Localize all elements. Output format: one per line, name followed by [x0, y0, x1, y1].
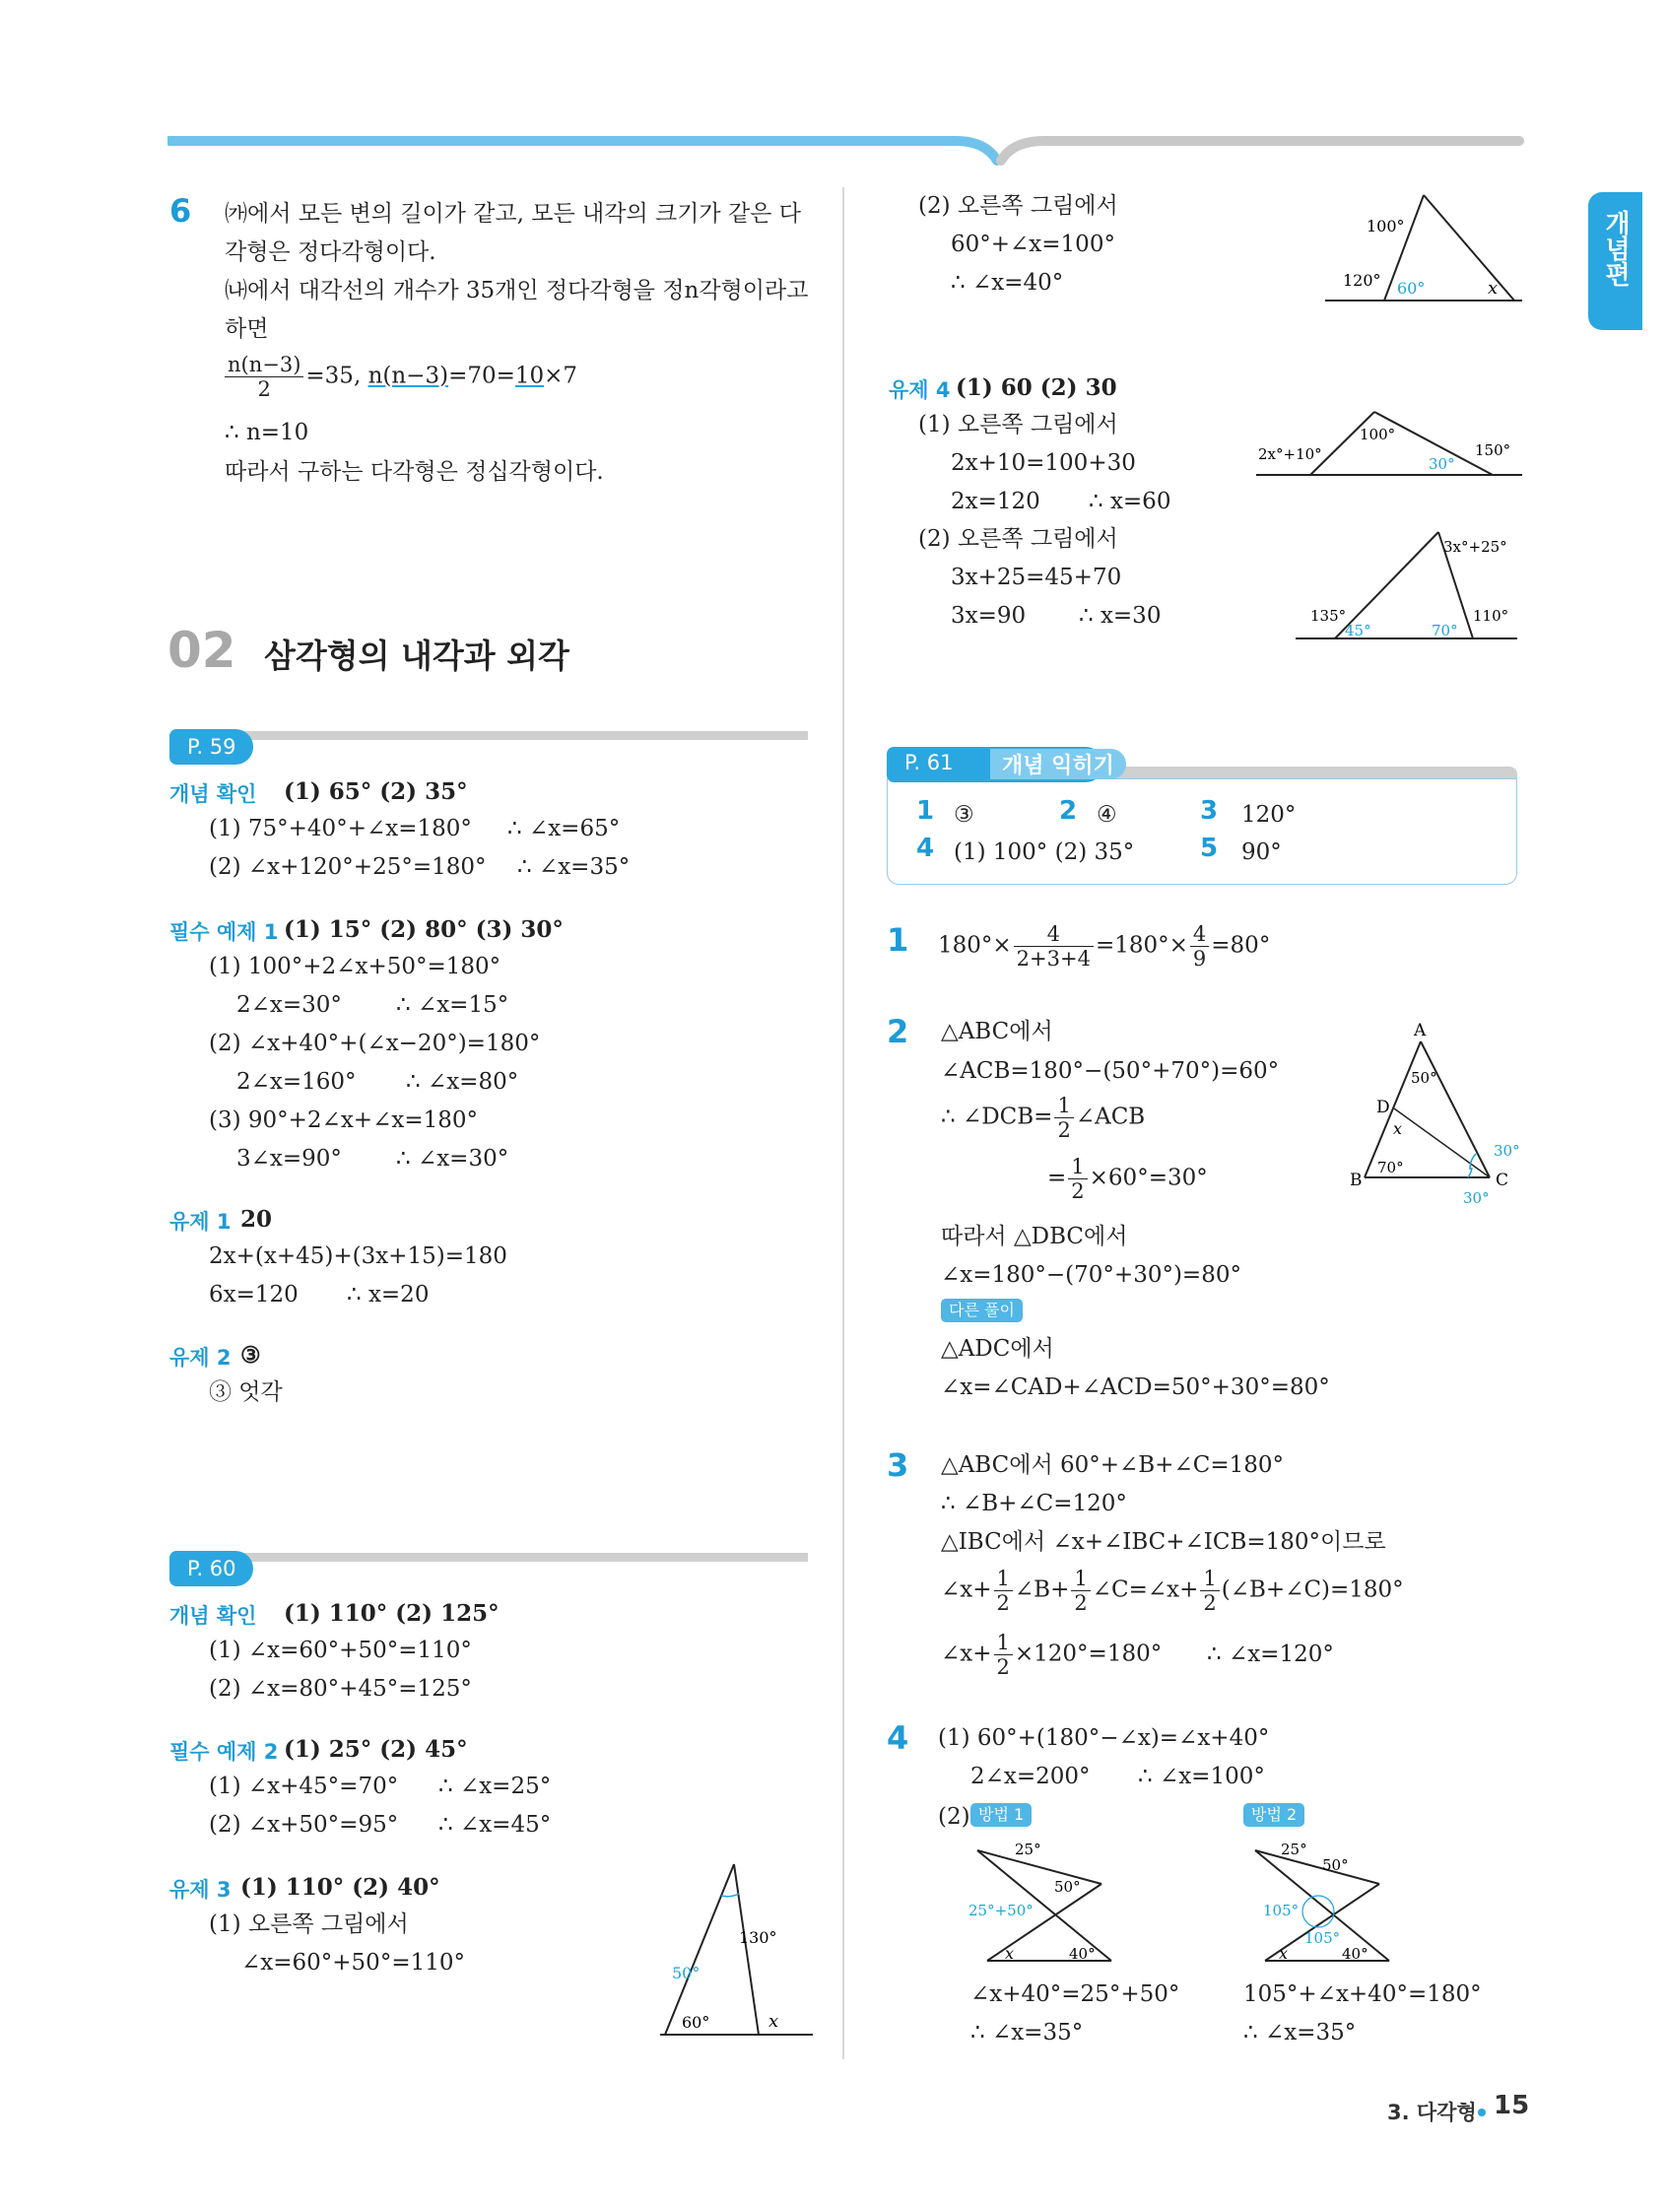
exercise-label: 유제 3: [169, 1878, 232, 1902]
example-label: 필수 예제 2: [169, 1740, 279, 1764]
exercise-label: 유제 4: [889, 378, 951, 402]
svg-text:30°: 30°: [1429, 455, 1455, 473]
page-tag: P. 59: [169, 729, 253, 765]
solution-line: 60°+∠x=100°: [951, 232, 1115, 257]
solution-line: (2) ∠x+120°+25°=180°: [209, 854, 487, 880]
example-label: 필수 예제 1: [169, 920, 279, 944]
solution-line: (1) ∠x=60°+50°=110°: [209, 1638, 472, 1663]
solution-line: ∴ ∠x=25°: [438, 1774, 552, 1799]
solution-line: △ABC에서: [941, 1019, 1053, 1044]
svg-text:x: x: [1488, 278, 1499, 299]
solution-line: (2): [938, 1804, 970, 1830]
solution-line: ∴ ∠x=80°: [406, 1069, 519, 1095]
solution-line: 2x+10=100+30: [951, 450, 1136, 476]
solution-line: 2x=120: [951, 489, 1040, 514]
method2-tag: 방법 2: [1243, 1803, 1304, 1827]
svg-text:150°: 150°: [1475, 441, 1511, 459]
method1-tag: 방법 1: [970, 1803, 1032, 1827]
solution-line: ∴ ∠x=100°: [1138, 1764, 1265, 1789]
svg-text:105°: 105°: [1304, 1929, 1341, 1947]
solution-line: ∠ACB=180°−(50°+70°)=60°: [941, 1058, 1280, 1084]
solution-line: ∴ ∠B+∠C=120°: [941, 1491, 1127, 1516]
answer: (1) 110° (2) 125°: [284, 1600, 500, 1627]
svg-text:30°: 30°: [1463, 1189, 1490, 1207]
solution-line: (1) ∠x+45°=70°: [209, 1774, 399, 1799]
q6-line: ㈏에서 대각선의 개수가 35개인 정다각형을 정n각형이라고: [225, 278, 809, 303]
svg-text:02: 02: [167, 626, 236, 675]
svg-text:B: B: [1350, 1171, 1363, 1190]
solution-line: ∴ ∠x=120°: [1207, 1642, 1334, 1667]
p61-num: 2: [1059, 796, 1078, 826]
alt-solution-tag: 다른 풀이: [941, 1299, 1023, 1322]
q6-line: 따라서 구하는 다각형은 정십각형이다.: [225, 459, 604, 485]
svg-text:x: x: [1393, 1119, 1403, 1138]
svg-text:130°: 130°: [739, 1928, 777, 1947]
svg-text:120°: 120°: [1343, 271, 1381, 290]
answer: (1) 15° (2) 80° (3) 30°: [284, 916, 564, 943]
svg-text:2x°+10°: 2x°+10°: [1258, 445, 1322, 463]
page-tag: P. 60: [169, 1551, 253, 1586]
header-band: [167, 133, 1527, 172]
solution-line: ∴ ∠x=65°: [507, 816, 621, 841]
page-bar: [236, 1553, 808, 1562]
answer: (1) 25° (2) 45°: [284, 1736, 468, 1763]
answer: ③: [240, 1342, 261, 1369]
p61-answer: 120°: [1241, 802, 1297, 828]
svg-text:50°: 50°: [1411, 1069, 1437, 1087]
side-tab: 개념편: [1588, 192, 1642, 330]
svg-text:3x°+25°: 3x°+25°: [1443, 538, 1507, 556]
svg-text:60°: 60°: [682, 2013, 710, 2032]
svg-text:30°: 30°: [1494, 1142, 1520, 1160]
svg-text:110°: 110°: [1473, 607, 1509, 625]
exercise-label: 유제 2: [169, 1346, 232, 1370]
svg-text:100°: 100°: [1360, 426, 1396, 443]
solution-line: △ABC에서 60°+∠B+∠C=180°: [941, 1452, 1284, 1478]
solution-line: (2) 오른쪽 그림에서: [918, 526, 1118, 552]
yu4-1-figure: [1256, 404, 1527, 483]
q6-line: ㈎에서 모든 변의 길이가 같고, 모든 내각의 크기가 같은 다: [225, 201, 801, 227]
solution-line: ∴ x=20: [347, 1282, 430, 1307]
solution-line: = $\frac{1}{2}$ ×60°=30°: [1047, 1155, 1208, 1203]
solution-line: ∴ ∠x=35°: [517, 854, 631, 880]
yu3-figure: [660, 1852, 818, 2049]
page-number: 15: [1494, 2091, 1530, 2120]
p61-num: 4: [916, 834, 935, 863]
solution-line: (1) 60°+(180°−∠x)=∠x+40°: [938, 1725, 1270, 1751]
yu4-2-figure: [1296, 522, 1527, 645]
svg-text:100°: 100°: [1367, 217, 1405, 235]
solution-line: ∠x+ $\frac{1}{2}$ ∠B+ $\frac{1}{2}$ ∠C=∠x+ $\frac{1}{2}$ (∠B+∠C)=180°: [941, 1567, 1404, 1615]
solution-line: (2) ∠x+50°=95°: [209, 1812, 399, 1838]
solution-line: 2∠x=160°: [236, 1069, 357, 1095]
svg-text:40°: 40°: [1342, 1945, 1368, 1963]
p61-title: 개념 익히기: [990, 749, 1126, 779]
svg-text:A: A: [1414, 1021, 1427, 1040]
solution-line: ∴ ∠x=40°: [951, 270, 1064, 296]
answer: (1) 65° (2) 35°: [284, 778, 468, 805]
answer: (1) 60 (2) 30: [956, 374, 1117, 401]
q6-line: 각형은 정다각형이다.: [225, 239, 436, 265]
answer: (1) 110° (2) 40°: [240, 1874, 440, 1901]
solution-line: (2) ∠x=80°+45°=125°: [209, 1676, 472, 1702]
s2-figure: [1350, 1020, 1527, 1212]
svg-text:x: x: [1279, 1944, 1289, 1963]
solution-line: (1) 오른쪽 그림에서: [209, 1911, 409, 1937]
solution-line: △ADC에서: [941, 1336, 1054, 1362]
s3-number: 3: [887, 1446, 909, 1484]
p61-answer: ③: [954, 802, 974, 828]
solution-line: ③ 엇각: [209, 1379, 283, 1405]
q6-formula: $\frac{n(n-3)}{2}$ =35, n(n−3)=70=10×7: [223, 353, 577, 401]
solution-line: 3x+25=45+70: [951, 565, 1122, 590]
svg-text:x: x: [1005, 1944, 1015, 1963]
svg-text:50°: 50°: [1054, 1878, 1081, 1896]
solution-line: (1) 100°+2∠x+50°=180°: [209, 954, 501, 979]
concept-check-label: 개념 확인: [169, 782, 257, 806]
svg-text:50°: 50°: [672, 1964, 701, 1982]
solution-line: ∠x=180°−(70°+30°)=80°: [941, 1262, 1241, 1288]
svg-text:D: D: [1376, 1098, 1390, 1117]
svg-text:105°: 105°: [1263, 1902, 1300, 1919]
section-number: [167, 626, 246, 675]
p61-answer: ④: [1097, 802, 1117, 828]
s4-figure2: [1243, 1833, 1401, 1971]
svg-text:70°: 70°: [1377, 1159, 1404, 1176]
svg-text:x: x: [768, 2011, 779, 2032]
q6-number: 6: [169, 192, 192, 230]
solution-line: ∴ ∠x=15°: [396, 992, 509, 1018]
solution-line: 2x+(x+45)+(3x+15)=180: [209, 1243, 507, 1269]
s1-number: 1: [887, 921, 909, 959]
page-tag-num: P. 61: [904, 751, 954, 774]
svg-text:25°+50°: 25°+50°: [968, 1902, 1034, 1919]
svg-text:25°: 25°: [1281, 1841, 1307, 1858]
svg-text:50°: 50°: [1322, 1856, 1349, 1874]
solution-line: ∴ ∠x=35°: [970, 2020, 1084, 2045]
svg-text:135°: 135°: [1310, 607, 1347, 625]
solution-line: ∴ x=60: [1089, 489, 1171, 514]
p61-num: 5: [1200, 834, 1219, 863]
page-bar: [236, 731, 808, 740]
solution-line: 6x=120: [209, 1282, 299, 1307]
p61-answer: (1) 100° (2) 35°: [954, 839, 1135, 865]
solution-line: ∴ ∠x=45°: [438, 1812, 552, 1838]
svg-text:25°: 25°: [1015, 1841, 1041, 1858]
solution-line: ∴ ∠DCB= $\frac{1}{2}$ ∠ACB: [941, 1094, 1146, 1142]
svg-text:C: C: [1496, 1171, 1509, 1190]
solution-line: ∴ x=30: [1079, 603, 1162, 629]
s4-figure1: [966, 1833, 1123, 1971]
footer-chapter: 3. 다각형: [1387, 2101, 1477, 2124]
yu3-2-figure: [1325, 187, 1527, 305]
svg-text:40°: 40°: [1069, 1945, 1096, 1963]
solution-line: 2∠x=200°: [970, 1764, 1091, 1789]
s4-number: 4: [887, 1719, 909, 1757]
solution-line: 2∠x=30°: [236, 992, 342, 1018]
solution-line: ∠x+ $\frac{1}{2}$ ×120°=180°: [941, 1631, 1163, 1679]
solution-line: ∠x+40°=25°+50°: [970, 1981, 1180, 2007]
solution-line: 105°+∠x+40°=180°: [1243, 1981, 1482, 2007]
solution-line: (2) ∠x+40°+(∠x−20°)=180°: [209, 1031, 541, 1056]
q6-line: 하면: [225, 316, 269, 342]
solution-line: 3∠x=90°: [236, 1146, 342, 1172]
p61-answer: 90°: [1241, 839, 1282, 865]
answer: 20: [240, 1206, 273, 1233]
solution-line: ∠x=60°+50°=110°: [241, 1950, 465, 1976]
solution-line: (2) 오른쪽 그림에서: [918, 193, 1118, 219]
p61-num: 1: [916, 796, 935, 826]
concept-check-label: 개념 확인: [169, 1604, 257, 1628]
solution-line: 따라서 △DBC에서: [941, 1224, 1128, 1249]
column-divider: [842, 187, 844, 2059]
solution-line: ∴ ∠x=35°: [1243, 2020, 1357, 2045]
solution-line: (3) 90°+2∠x+∠x=180°: [209, 1107, 478, 1133]
solution-line: 3x=90: [951, 603, 1027, 629]
solution-line: ∠x=∠CAD+∠ACD=50°+30°=80°: [941, 1374, 1330, 1400]
p61-num: 3: [1200, 796, 1219, 826]
solution-line: ∴ ∠x=30°: [396, 1146, 509, 1172]
exercise-label: 유제 1: [169, 1210, 232, 1234]
svg-text:45°: 45°: [1345, 622, 1371, 639]
solution-line: △IBC에서 ∠x+∠IBC+∠ICB=180°이므로: [941, 1529, 1386, 1555]
footer-dot: [1478, 2109, 1486, 2116]
solution-line: (1) 오른쪽 그림에서: [918, 412, 1118, 437]
svg-text:60°: 60°: [1397, 279, 1426, 298]
section-title: 삼각형의 내각과 외각: [264, 637, 569, 675]
s2-number: 2: [887, 1013, 909, 1050]
q6-line: ∴ n=10: [225, 420, 309, 445]
solution-line: (1) 75°+40°+∠x=180°: [209, 816, 472, 841]
s1-formula: 180°× $\frac{4}{2+3+4}$ =180°× $\frac{4}{9}$ =80°: [938, 922, 1271, 971]
svg-text:70°: 70°: [1432, 622, 1458, 639]
